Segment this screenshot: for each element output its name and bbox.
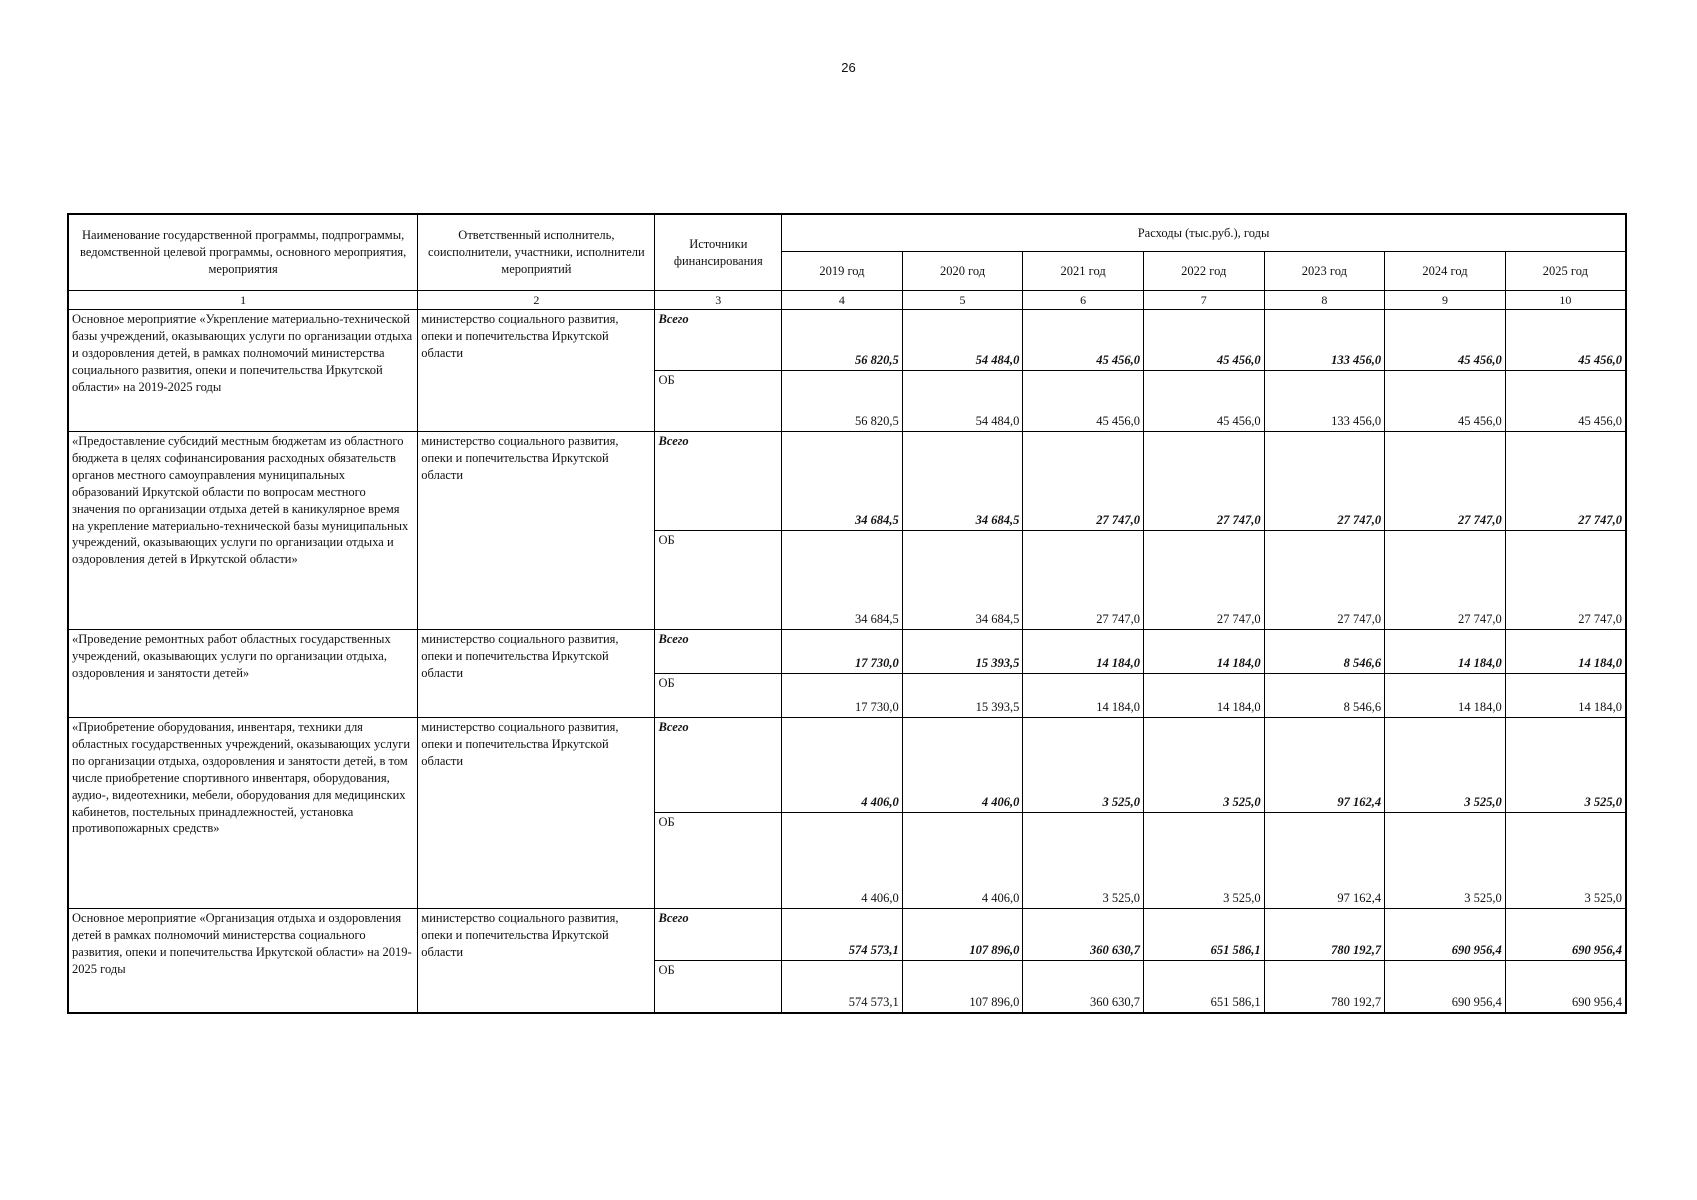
ob-value: 27 747,0 (1264, 531, 1385, 630)
table-row (68, 718, 1626, 813)
ob-value: 690 956,4 (1505, 961, 1626, 1013)
total-value: 574 573,1 (782, 909, 903, 961)
total-value: 27 747,0 (1023, 432, 1144, 531)
ob-value: 4 406,0 (902, 813, 1023, 909)
total-value: 45 456,0 (1505, 310, 1626, 371)
total-value: 14 184,0 (1023, 630, 1144, 674)
ob-value: 107 896,0 (902, 961, 1023, 1013)
total-value: 97 162,4 (1264, 718, 1385, 813)
activity-name: «Проведение ремонтных работ областных государственных учреждений, оказывающих услуги по организации отдыха, оздоровления и занятости детей» (68, 630, 418, 718)
total-value: 17 730,0 (782, 630, 903, 674)
ob-value: 3 525,0 (1505, 813, 1626, 909)
activity-executor: министерство социального развития, опеки и попечительства Иркутской области (418, 432, 655, 630)
total-value: 3 525,0 (1385, 718, 1506, 813)
ob-value: 651 586,1 (1143, 961, 1264, 1013)
total-value: 56 820,5 (782, 310, 903, 371)
table-row (68, 630, 1626, 674)
activity-executor: министерство социального развития, опеки и попечительства Иркутской области (418, 310, 655, 432)
column-number: 5 (902, 291, 1023, 310)
column-number: 1 (68, 291, 418, 310)
ob-value: 97 162,4 (1264, 813, 1385, 909)
column-number: 4 (782, 291, 903, 310)
total-value: 54 484,0 (902, 310, 1023, 371)
activity-executor: министерство социального развития, опеки и попечительства Иркутской области (418, 718, 655, 909)
ob-value: 27 747,0 (1143, 531, 1264, 630)
ob-value: 574 573,1 (782, 961, 903, 1013)
source-total-label: Всего (655, 310, 782, 371)
column-number: 2 (418, 291, 655, 310)
ob-value: 14 184,0 (1505, 674, 1626, 718)
header-year: 2023 год (1264, 252, 1385, 291)
ob-value: 4 406,0 (782, 813, 903, 909)
ob-value: 14 184,0 (1385, 674, 1506, 718)
column-number: 3 (655, 291, 782, 310)
total-value: 15 393,5 (902, 630, 1023, 674)
ob-value: 14 184,0 (1143, 674, 1264, 718)
ob-value: 27 747,0 (1505, 531, 1626, 630)
total-value: 133 456,0 (1264, 310, 1385, 371)
source-total-label: Всего (655, 630, 782, 674)
ob-value: 780 192,7 (1264, 961, 1385, 1013)
header-year: 2025 год (1505, 252, 1626, 291)
source-ob-label: ОБ (655, 531, 782, 630)
column-number: 10 (1505, 291, 1626, 310)
ob-value: 27 747,0 (1385, 531, 1506, 630)
header-year: 2022 год (1143, 252, 1264, 291)
column-number: 6 (1023, 291, 1144, 310)
ob-value: 45 456,0 (1023, 371, 1144, 432)
header-year: 2024 год (1385, 252, 1506, 291)
total-value: 4 406,0 (902, 718, 1023, 813)
total-value: 14 184,0 (1385, 630, 1506, 674)
ob-value: 14 184,0 (1023, 674, 1144, 718)
header-name: Наименование государственной программы, подпрограммы, ведомственной целевой программы, основного мероприятия, мероприятия (68, 214, 418, 291)
expenses-table (67, 213, 1627, 1014)
ob-value: 17 730,0 (782, 674, 903, 718)
ob-value: 3 525,0 (1385, 813, 1506, 909)
ob-value: 34 684,5 (782, 531, 903, 630)
total-value: 780 192,7 (1264, 909, 1385, 961)
total-value: 3 525,0 (1023, 718, 1144, 813)
total-value: 45 456,0 (1023, 310, 1144, 371)
ob-value: 8 546,6 (1264, 674, 1385, 718)
total-value: 27 747,0 (1505, 432, 1626, 531)
table-row (68, 909, 1626, 961)
total-value: 27 747,0 (1385, 432, 1506, 531)
total-value: 14 184,0 (1505, 630, 1626, 674)
ob-value: 360 630,7 (1023, 961, 1144, 1013)
source-total-label: Всего (655, 432, 782, 531)
total-value: 3 525,0 (1505, 718, 1626, 813)
source-ob-label: ОБ (655, 961, 782, 1013)
total-value: 3 525,0 (1143, 718, 1264, 813)
column-number: 8 (1264, 291, 1385, 310)
ob-value: 56 820,5 (782, 371, 903, 432)
total-value: 45 456,0 (1385, 310, 1506, 371)
total-value: 34 684,5 (782, 432, 903, 531)
total-value: 690 956,4 (1505, 909, 1626, 961)
activity-name: «Приобретение оборудования, инвентаря, техники для областных государственных учреждений, оказывающих услуги по организации отдыха, оздоровления и занятости детей, в том числе приобретение спортивного инвентаря, оборудования, аудио-, видеотехники, мебели, оборудования для медицинских кабинетов, постельных принадлежностей, установка противопожарных средств» (68, 718, 418, 909)
column-number: 9 (1385, 291, 1506, 310)
ob-value: 3 525,0 (1143, 813, 1264, 909)
total-value: 360 630,7 (1023, 909, 1144, 961)
source-ob-label: ОБ (655, 813, 782, 909)
page-number: 26 (841, 60, 856, 75)
total-value: 107 896,0 (902, 909, 1023, 961)
ob-value: 3 525,0 (1023, 813, 1144, 909)
source-ob-label: ОБ (655, 674, 782, 718)
ob-value: 34 684,5 (902, 531, 1023, 630)
total-value: 651 586,1 (1143, 909, 1264, 961)
header-expenses: Расходы (тыс.руб.), годы (782, 214, 1626, 252)
total-value: 8 546,6 (1264, 630, 1385, 674)
source-ob-label: ОБ (655, 371, 782, 432)
ob-value: 690 956,4 (1385, 961, 1506, 1013)
header-executor: Ответственный исполнитель, соисполнители, участники, исполнители мероприятий (418, 214, 655, 291)
total-value: 45 456,0 (1143, 310, 1264, 371)
table-row (68, 432, 1626, 531)
header-year: 2021 год (1023, 252, 1144, 291)
total-value: 14 184,0 (1143, 630, 1264, 674)
activity-executor: министерство социального развития, опеки и попечительства Иркутской области (418, 909, 655, 1013)
source-total-label: Всего (655, 909, 782, 961)
ob-value: 27 747,0 (1023, 531, 1144, 630)
header-source: Источники финансирования (655, 214, 782, 291)
total-value: 27 747,0 (1264, 432, 1385, 531)
total-value: 34 684,5 (902, 432, 1023, 531)
total-value: 690 956,4 (1385, 909, 1506, 961)
header-year: 2019 год (782, 252, 903, 291)
header-year: 2020 год (902, 252, 1023, 291)
activity-name: «Предоставление субсидий местным бюджетам из областного бюджета в целях софинансирования расходных обязательств органов местного самоуправления муниципальных образований Иркутской области по вопросам местного значения по организации отдыха детей в каникулярное время на укрепление материально-технической базы муниципальных учреждений, оказывающих услуги по организации отдыха и оздоровления детей в Иркутской области» (68, 432, 418, 630)
ob-value: 54 484,0 (902, 371, 1023, 432)
source-total-label: Всего (655, 718, 782, 813)
column-number: 7 (1143, 291, 1264, 310)
ob-value: 45 456,0 (1143, 371, 1264, 432)
total-value: 27 747,0 (1143, 432, 1264, 531)
table-row (68, 310, 1626, 371)
ob-value: 15 393,5 (902, 674, 1023, 718)
total-value: 4 406,0 (782, 718, 903, 813)
ob-value: 45 456,0 (1505, 371, 1626, 432)
ob-value: 45 456,0 (1385, 371, 1506, 432)
activity-name: Основное мероприятие «Организация отдыха и оздоровления детей в рамках полномочий министерства социального развития, опеки и попечительства Иркутской области» на 2019-2025 годы (68, 909, 418, 1013)
activity-name: Основное мероприятие «Укрепление материально-технической базы учреждений, оказывающих услуги по организации отдыха и оздоровления детей, в рамках полномочий министерства социального развития, опеки и попечительства Иркутской области» на 2019-2025 годы (68, 310, 418, 432)
activity-executor: министерство социального развития, опеки и попечительства Иркутской области (418, 630, 655, 718)
ob-value: 133 456,0 (1264, 371, 1385, 432)
